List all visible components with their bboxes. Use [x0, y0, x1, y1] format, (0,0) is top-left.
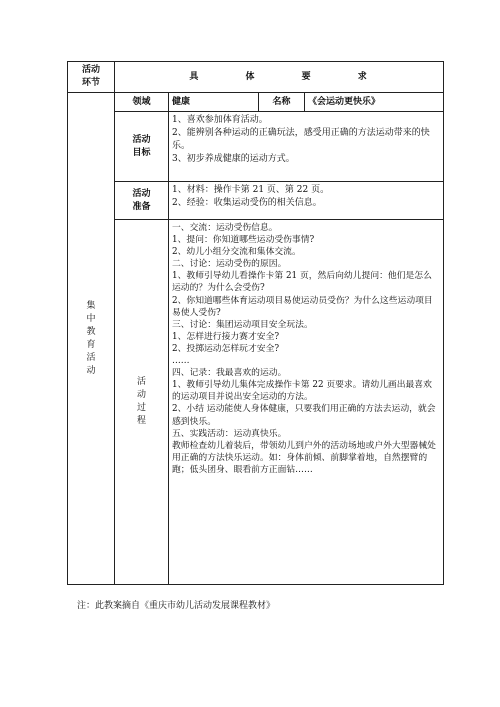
prep-item: 2、经验：收集运动受伤的相关信息。 [172, 198, 322, 208]
process-step: 1、教师引导幼儿看操作卡第 21 页，然后向幼儿提问：他们是怎么运动的？为什么会受伤? [172, 271, 432, 294]
field-value: 健康 [169, 93, 259, 112]
process-step: 一、交流：运动受伤信息。 [172, 223, 278, 233]
goal-item: 3、初步养成健康的运动方式。 [172, 154, 295, 164]
name-value: 《会运动更快乐》 [305, 93, 444, 112]
segment-label: 活动 环节 [68, 62, 115, 93]
process-step: 四、记录：我最喜欢的运动。 [172, 368, 287, 379]
goal-item: 2、能辨别各种运动的正确玩法，感受用正确的方法运动带来的快乐。 [172, 128, 430, 151]
side-label: 集 中 教 育 活 动 [68, 93, 115, 585]
process-step: 1、教师引导幼儿集体完成操作卡第 22 页要求。请幼儿画出最喜欢的运动项目并说出安全运动的方法。 [172, 380, 432, 403]
goal-content [169, 112, 444, 182]
goal-row [68, 112, 444, 182]
field-row [68, 93, 444, 112]
process-label: 活 动 过 程 [115, 220, 169, 585]
source-note: 注：此教案摘自《重庆市幼儿活动发展课程教材》 [77, 601, 276, 611]
prep-row [68, 182, 444, 220]
goal-item: 1、喜欢参加体育活动。 [172, 115, 268, 125]
process-step: 教师检查幼儿着装后，带领幼儿到户外的活动场地或户外大型器械处用正确的方法快乐运动。如：身体前倾、前脚掌着地，自然摆臂的跑；低头团身、眼看前方正面钻…… [172, 440, 436, 475]
field-label: 领域 [115, 93, 169, 112]
process-step: 二、讨论：运动受伤的原因。 [172, 259, 287, 270]
prep-item: 1、材料：操作卡第 21 页、第 22 页。 [172, 185, 330, 195]
process-row [68, 220, 444, 585]
prep-content [169, 182, 444, 220]
process-step: 1、提问：你知道哪些运动受伤事情? [172, 235, 315, 246]
prep-label: 活动 准备 [115, 182, 169, 220]
process-step: 2、你知道哪些体育运动项目易使运动员受伤？为什么这些运动项目易使人受伤? [172, 295, 433, 318]
process-content [169, 220, 444, 585]
process-step: 2、幼儿小组分交流和集体交流。 [172, 247, 301, 258]
process-step: 1、怎样进行接力赛才安全? [172, 331, 280, 342]
name-label: 名称 [259, 93, 305, 112]
process-step: …… [172, 356, 190, 367]
process-step: 2、投掷运动怎样玩才安全? [172, 343, 280, 354]
process-step: 三、讨论：集团运动项目安全玩法。 [172, 319, 313, 330]
page-title: 具 体 要 求 [115, 62, 444, 93]
process-step: 五、实践活动：运动真快乐。 [172, 428, 287, 439]
process-step: 2、小结 运动能使人身体健康，只要我们用正确的方法去运动，就会感到快乐。 [172, 404, 436, 427]
goal-label: 活动 目标 [115, 112, 169, 182]
header-row [68, 62, 444, 93]
lesson-plan-table [67, 61, 444, 585]
